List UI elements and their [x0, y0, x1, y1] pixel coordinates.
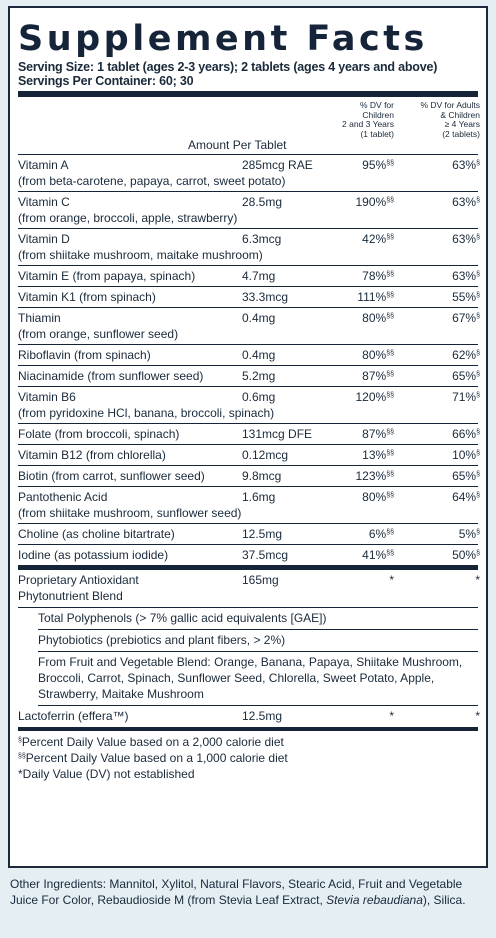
nutrient-amount: 285mcg RAE	[242, 158, 313, 172]
blend-name-line2: Phytonutrient Blend	[18, 589, 123, 603]
header-dv-children: % DV for Children 2 and 3 Years (1 tablet)	[342, 100, 394, 139]
nutrient-name: Choline (as choline bitartrate)	[18, 527, 175, 541]
serving-size: Serving Size: 1 tablet (ages 2-3 years); 2 tablets (ages 4 years and above)	[18, 60, 438, 74]
dv-children: 80%§§	[362, 348, 394, 362]
dv-adults: 62%§	[452, 348, 480, 362]
nutrient-amount: 4.7mg	[242, 269, 276, 283]
nutrient-amount: 5.2mg	[242, 369, 276, 383]
dv-adults: 55%§	[452, 290, 480, 304]
nutrient-amount: 0.6mg	[242, 390, 276, 404]
dv-adults: 63%§	[452, 269, 480, 283]
dv-adults: 65%§	[452, 469, 480, 483]
blend-row	[18, 570, 478, 608]
nutrient-amount: 0.12mcg	[242, 448, 289, 462]
nutrient-name: Pantothenic Acid	[18, 490, 108, 504]
nutrient-name: Iodine (as potassium iodide)	[18, 548, 169, 562]
nutrient-amount: 6.3mcg	[242, 232, 282, 246]
blend-fruit-vegetable: From Fruit and Vegetable Blend: Orange, Banana, Papaya, Shiitake Mushroom, Broccoli, Carrot, Spinach, Sunflower Seed, Chlorella, Sweet Potato, Apple, Strawberry, Maitake Mushroom	[38, 652, 478, 706]
nutrient-row	[18, 524, 478, 545]
dv-children: 80%§§	[362, 311, 394, 325]
dv-adults: 65%§	[452, 369, 480, 383]
nutrient-name: Folate (from broccoli, spinach)	[18, 427, 180, 441]
lactoferrin-amount: 12.5mg	[242, 709, 283, 723]
nutrient-name: Biotin (from carrot, sunflower seed)	[18, 469, 205, 483]
nutrient-row	[18, 192, 478, 229]
nutrient-row	[18, 345, 478, 366]
dv-children: 78%§§	[362, 269, 394, 283]
dv-children: 87%§§	[362, 427, 394, 441]
nutrient-source: (from pyridoxine HCl, banana, broccoli, spinach)	[18, 406, 275, 420]
blend-name-line1: Proprietary Antioxidant	[18, 573, 139, 587]
nutrient-row	[18, 387, 478, 424]
footnote-1000: §§Percent Daily Value based on a 1,000 calorie diet	[18, 751, 288, 765]
dv-children: 111%§§	[357, 290, 394, 304]
footnote-dv-not-established: *Daily Value (DV) not established	[18, 767, 195, 781]
panel-title: Supplement Facts	[18, 19, 428, 59]
nutrient-source: (from shiitake mushroom, sunflower seed)	[18, 506, 242, 520]
nutrient-name: Vitamin K1 (from spinach)	[18, 290, 156, 304]
nutrient-row	[18, 466, 478, 487]
lactoferrin-name: Lactoferrin (effera™)	[18, 709, 129, 723]
nutrient-row	[18, 287, 478, 308]
nutrient-name: Vitamin C	[18, 195, 70, 209]
dv-children: 41%§§	[362, 548, 394, 562]
nutrient-name: Niacinamide (from sunflower seed)	[18, 369, 204, 383]
nutrient-amount: 28.5mg	[242, 195, 283, 209]
dv-adults: 10%§	[452, 448, 480, 462]
nutrient-row	[18, 366, 478, 387]
dv-adults: 63%§	[452, 232, 480, 246]
dv-adults: 66%§	[452, 427, 480, 441]
nutrient-amount: 131mcg DFE	[242, 427, 313, 441]
header-dv-adults: % DV for Adults & Children ≥ 4 Years (2 tablets)	[420, 100, 480, 139]
nutrient-source: (from orange, broccoli, apple, strawberry)	[18, 211, 238, 225]
dv-children: 13%§§	[362, 448, 394, 462]
nutrient-row	[18, 445, 478, 466]
nutrient-name: Vitamin A	[18, 158, 69, 172]
nutrient-source: (from shiitake mushroom, maitake mushroom)	[18, 248, 263, 262]
nutrient-row	[18, 229, 478, 266]
nutrient-source: (from orange, sunflower seed)	[18, 327, 179, 341]
nutrient-name: Vitamin B12 (from chlorella)	[18, 448, 166, 462]
blend-dv-adults: *	[475, 573, 480, 587]
blend-polyphenols: Total Polyphenols (> 7% gallic acid equivalents [GAE])	[38, 608, 478, 630]
nutrient-amount: 0.4mg	[242, 311, 276, 325]
supplement-facts-panel	[8, 6, 488, 868]
table-header	[18, 97, 478, 155]
nutrient-row	[18, 308, 478, 345]
dv-adults: 63%§	[452, 158, 480, 172]
servings-per-container: Servings Per Container: 60; 30	[18, 74, 194, 88]
nutrient-row	[18, 545, 478, 566]
blend-phytobiotics: Phytobiotics (prebiotics and plant fibers, > 2%)	[38, 630, 478, 652]
footnotes	[18, 731, 478, 782]
nutrient-row	[18, 424, 478, 445]
other-ingredients: Other Ingredients: Mannitol, Xylitol, Natural Flavors, Stearic Acid, Fruit and Vegetable Juice For Color, Rebaudioside M (from Stevia Leaf Extract, Stevia rebaudiana), Silica.	[10, 877, 466, 907]
nutrient-row	[18, 487, 478, 524]
nutrient-rows	[18, 155, 478, 566]
nutrient-name: Thiamin	[18, 311, 61, 325]
nutrient-amount: 33.3mcg	[242, 290, 289, 304]
nutrient-amount: 9.8mcg	[242, 469, 282, 483]
dv-children: 6%§§	[368, 527, 394, 541]
nutrient-name: Vitamin B6	[18, 390, 76, 404]
dv-children: 42%§§	[362, 232, 394, 246]
nutrient-amount: 1.6mg	[242, 490, 276, 504]
dv-children: 190%§§	[355, 195, 394, 209]
nutrient-name: Riboflavin (from spinach)	[18, 348, 151, 362]
dv-adults: 50%§	[452, 548, 480, 562]
nutrient-amount: 12.5mg	[242, 527, 283, 541]
blend-amount: 165mg	[242, 573, 279, 587]
nutrient-amount: 0.4mg	[242, 348, 276, 362]
nutrient-name: Vitamin D	[18, 232, 70, 246]
dv-adults: 64%§	[452, 490, 480, 504]
dv-children: 120%§§	[355, 390, 394, 404]
dv-adults: 5%§	[458, 527, 480, 541]
lactoferrin-dv-children: *	[389, 709, 394, 723]
dv-children: 80%§§	[362, 490, 394, 504]
dv-adults: 71%§	[452, 390, 480, 404]
dv-adults: 63%§	[452, 195, 480, 209]
dv-children: 87%§§	[362, 369, 394, 383]
nutrient-row	[18, 266, 478, 287]
nutrient-source: (from beta-carotene, papaya, carrot, sweet potato)	[18, 174, 286, 188]
lactoferrin-dv-adults: *	[475, 709, 480, 723]
nutrient-name: Vitamin E (from papaya, spinach)	[18, 269, 196, 283]
footnote-2000: §Percent Daily Value based on a 2,000 calorie diet	[18, 735, 284, 749]
dv-children: 123%§§	[355, 469, 394, 483]
nutrient-row	[18, 155, 478, 192]
dv-adults: 67%§	[452, 311, 480, 325]
lactoferrin-row	[18, 706, 478, 731]
blend-dv-children: *	[389, 573, 394, 587]
nutrient-amount: 37.5mcg	[242, 548, 289, 562]
header-amount: Amount Per Tablet	[188, 137, 287, 152]
dv-children: 95%§§	[362, 158, 394, 172]
